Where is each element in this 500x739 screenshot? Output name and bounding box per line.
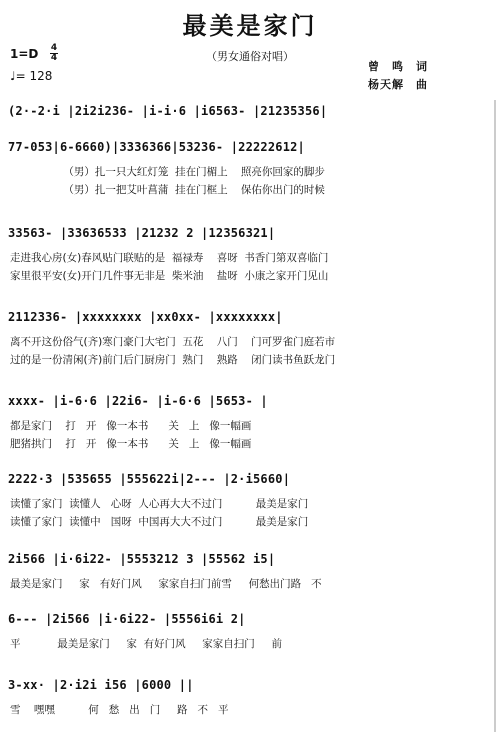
lyric-line-2a: （男）扎一只大红灯笼 挂在门楣上 照亮你回家的脚步: [10, 166, 325, 178]
meter-bottom: 4: [50, 53, 58, 63]
notation-line-6: 2222·3 |535655 |555622i|2--- |2·i5660|: [8, 472, 291, 486]
lyric-line-6b: 读懂了家门 读懂中 国呀 中国再大大不过门 最美是家门: [10, 516, 309, 528]
lyric-line-5a: 都是家门 打 开 像一本书 关 上 像一幅画: [10, 420, 252, 432]
meter-top: 4: [50, 43, 58, 53]
key-signature: 1=D: [10, 47, 39, 61]
lyric-line-7a: 最美是家门 家 有好门风 家家自扫门前雪 何愁出门路 不: [10, 578, 322, 590]
lyric-line-3a: 走进我心房(女)春风贴门联贴的是 福禄寿 喜呀 书香门第双喜临门: [10, 252, 329, 264]
notation-line-5: xxxx- |i-6·6 |22i6- |i-6·6 |5653- |: [8, 394, 268, 408]
notation-line-4: 2112336- |xxxxxxxx |xx0xx- |xxxxxxxx|: [8, 310, 283, 324]
composer-credit: 杨天解 曲: [368, 78, 428, 91]
notation-line-8: 6--- |2i566 |i·6i22- |5556i6i 2|: [8, 612, 246, 626]
song-subtitle: （男女通俗对唱）: [206, 50, 294, 63]
lyric-line-5b: 肥猪拱门 打 开 像一本书 关 上 像一幅画: [10, 438, 252, 450]
song-title: 最美是家门: [182, 11, 318, 40]
lyric-line-4b: 过的是一份清闲(齐)前门后门厨房门 熟门 熟路 闭门读书鱼跃龙门: [10, 354, 336, 366]
lyric-line-2b: （男）扎一把艾叶菖蒲 挂在门框上 保佑你出门的时候: [10, 184, 325, 196]
notation-line-1: (2·-2·i |2i2i236- |i-i·6 |i6563- |21235356|: [8, 104, 328, 118]
time-signature: [50, 44, 58, 63]
lyric-line-9a: 雪 嘿嘿 何 愁 出 门 路 不 平: [10, 704, 229, 716]
tempo-marking: ♩= 128: [10, 69, 53, 83]
notation-line-3: 33563- |33636533 |21232 2 |12356321|: [8, 226, 276, 240]
notation-line-7: 2i566 |i·6i22- |5553212 3 |55562 i5|: [8, 552, 276, 566]
notation-line-9: 3-xx· |2·i2i i56 |6000 ||: [8, 678, 194, 692]
notation-line-2: 77-053|6-6660)|3336366|53236- |22222612|: [8, 140, 305, 154]
lyric-line-8a: 平 最美是家门 家 有好门风 家家自扫门 前: [10, 638, 282, 650]
lyric-line-6a: 读懂了家门 读懂人 心呀 人心再大大不过门 最美是家门: [10, 498, 309, 510]
lyric-line-4a: 离不开这份俗气(齐)寒门豪门大宅门 五花 八门 门可罗雀门庭若市: [10, 336, 336, 348]
lyricist-credit: 曾 鸣 词: [368, 60, 428, 73]
lyric-line-3b: 家里很平安(女)开门几件事无非是 柴米油 盐呀 小康之家开门见山: [10, 270, 329, 282]
